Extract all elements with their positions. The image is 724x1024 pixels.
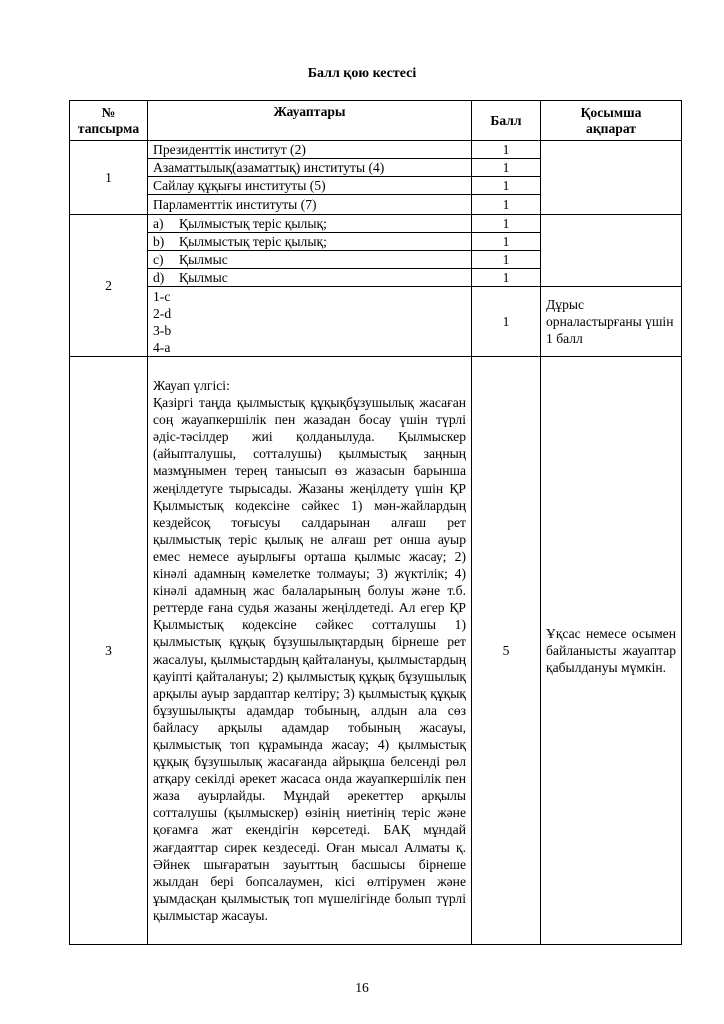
- task-number-2: 2: [70, 215, 148, 357]
- task3-info: Ұқсас немесе осымен байланысты жауаптар қабылдануы мүмкін.: [541, 357, 682, 945]
- task2-score-1: 1: [472, 215, 541, 233]
- task1-extra-info: [541, 141, 682, 215]
- header-score: Балл: [472, 101, 541, 141]
- table-header-row: [70, 101, 682, 141]
- page-title: Балл қою кестесі: [307, 66, 417, 81]
- task2-answer-3: c) Қылмыс: [148, 251, 472, 269]
- header-answers: Жауаптары: [148, 101, 472, 141]
- task2-score-4: 1: [472, 269, 541, 287]
- task1-score-1: 1: [472, 141, 541, 159]
- task1-score-2: 1: [472, 159, 541, 177]
- page-number: 16: [355, 980, 369, 995]
- table-row: [70, 357, 682, 945]
- task1-score-3: 1: [472, 177, 541, 195]
- task1-answer-4: Парламенттік институты (7): [148, 195, 472, 215]
- task2-score-3: 1: [472, 251, 541, 269]
- table-row: [70, 141, 682, 159]
- task3-sample-answer: [148, 357, 472, 945]
- task1-answer-1: Президенттік институт (2): [148, 141, 472, 159]
- option-letter: d): [153, 270, 165, 285]
- table-row: [70, 287, 682, 357]
- task2-sequence-info: Дұрыс орналастырғаны үшін 1 балл: [541, 287, 682, 357]
- option-letter: b): [153, 234, 165, 249]
- table-row: [70, 215, 682, 233]
- score-table: [69, 100, 682, 945]
- option-letter: c): [153, 252, 164, 267]
- task2-answer-1: a) Қылмыстық теріс қылық;: [148, 215, 472, 233]
- task2-score-2: 1: [472, 233, 541, 251]
- task-number-3: 3: [70, 357, 148, 945]
- task2-answer-2: b) Қылмыстық теріс қылық;: [148, 233, 472, 251]
- sample-heading: Жауап үлгісі:: [153, 378, 230, 393]
- task2-sequence-score: 1: [472, 287, 541, 357]
- task1-score-4: 1: [472, 195, 541, 215]
- task2-extra-info: [541, 215, 682, 287]
- task2-sequence: 1-c 2-d 3-b 4-a: [148, 287, 472, 357]
- header-extra-info: Қосымша ақпарат: [541, 101, 682, 141]
- sample-text: Қазіргі таңда қылмыстық құқықбұзушылық жасаған соң жауапкершілік пен жазадан босау үшін түрлі әдіс-тәсілдер жиі қолданылуда. Қылмыскер (айыпталушы, сотталушы) қылмыстық заңның мазмұнымен терең танысып өз жазасын барынша жеңілдетуге тырысады. Жазаны жеңілдету үшін ҚР Қылмыстық кодексіне сәйкес 1) мән-жайлардың кездейсоқ тоғысуы салдарынан алғаш рет қылмыстық теріс қылық не алғаш рет онша ауыр емес немесе ауырлығы орташа қылмыс жасау; 2) кінәлі адамның кәмелетке толмауы; 3) жүктілік; 4) кінәлі адамның жас балаларының болуы және т.б. реттерде ғана судья жазаны жеңілдетеді. Ал егер ҚР Қылмыстық кодексіне сәйкес сотталушы 1) қылмыстық құқық бұзушылықтардың бірнеше рет жасалуы, қылмыстардың қайталануы, қылмыстардың қауіпті қайталануы; 2) қылмыстық құқық бұзушылық арқылы ауыр зардаптар келтіру; 3) қылмыстық құқық бұзушылықты адамдар тобының, алдын ала сөз байласу арқылы адамдар тобының жасауы, қылмыстық топ құрамында жасау; 4) қылмыстық құқық бұзушылық жасағанда айрықша белсенді рөл атқару секілді әрекет жасаса онда жауапкершілік пен жаза ауырлайды. Мұндай әрекеттер арқылы сотталушы (қылмыскер) өзінің ниетінің теріс және қоғамға жат екендігін көрсетеді. БАҚ мұндай жағдаяттар сирек кездеседі. Оған мысал Алматы қ. Әйнек шығаратын зауыттың басшысы бірнеше жылдан бері бопсалаумен, кісі өлтірумен және ұымдасқан қылмыстық топ мүшелігінде болып түрлі қылмыстар жасауы.: [153, 395, 466, 923]
- task3-score: 5: [472, 357, 541, 945]
- header-task-number: № тапсырма: [70, 101, 148, 141]
- task-number-1: 1: [70, 141, 148, 215]
- task2-answer-4: d) Қылмыс: [148, 269, 472, 287]
- option-letter: a): [153, 216, 164, 231]
- task1-answer-3: Сайлау құқығы институты (5): [148, 177, 472, 195]
- task1-answer-2: Азаматтылық(азаматтық) институты (4): [148, 159, 472, 177]
